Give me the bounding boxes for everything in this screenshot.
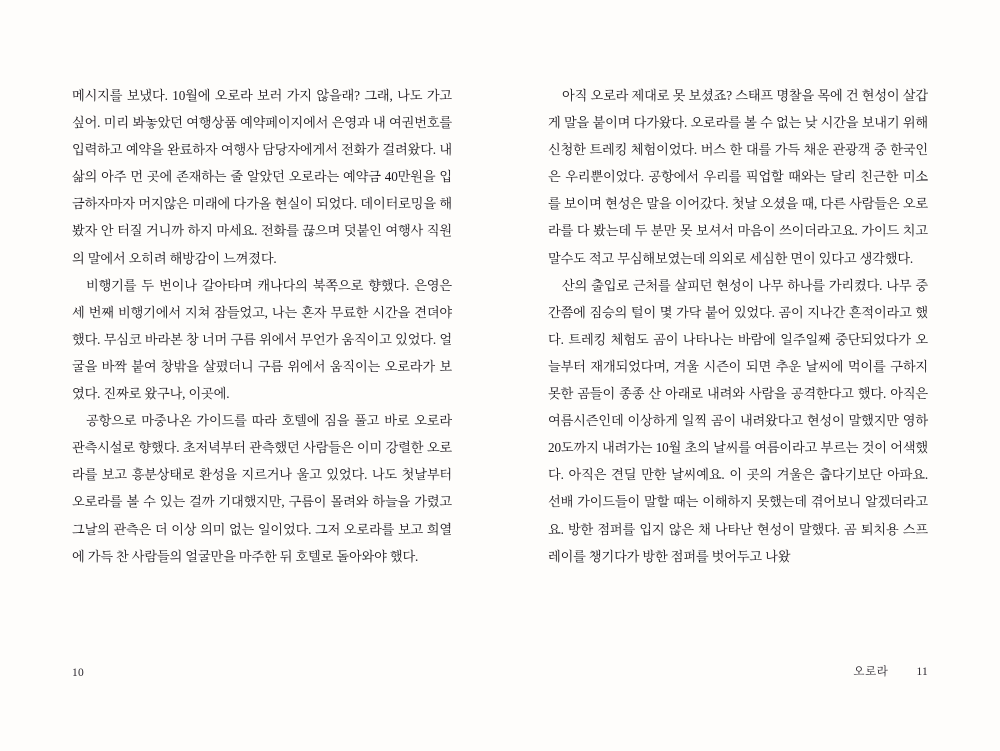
left-page-footer [72,667,84,679]
right-page [500,0,1000,751]
paragraph: 아직 오로라 제대로 못 보셨죠? 스태프 명찰을 목에 건 현성이 살갑게 말을 붙이며 다가왔다. 오로라를 볼 수 없는 낮 시간을 보내기 위해 신청한 트레킹 체험이었다. 버스 한 대를 가득 채운 관광객 중 한국인은 우리뿐이었다. 공항에서 우리를 픽업할 때와는 달리 친근한 미소를 보이며 현성은 말을 이어갔다. 첫날 오셨을 때, 다른 사람들은 오로라를 다 봤는데 두 분만 못 보셔서 마음이 쓰이더라고요. 가이드 치고 말수도 적고 무심해보였는데 의외로 세심한 면이 있다고 생각했다. [548,88,928,266]
chapter-title: 오로라 [853,666,889,678]
paragraph: 비행기를 두 번이나 갈아타며 캐나다의 북쪽으로 향했다. 은영은 세 번째 비행기에서 지쳐 잠들었고, 나는 혼자 무료한 시간을 견뎌야 했다. 무심코 바라본 창 너머 구름 위에서 무언가 움직이고 있었다. 얼굴을 바짝 붙여 창밖을 살폈더니 구름 위에서 움직이는 오로라가 보였다. 진짜로 왔구나, 이곳에. [72,277,452,402]
left-page-body [72,82,452,570]
paragraph: 산의 출입로 근처를 살피던 현성이 나무 하나를 가리켰다. 나무 중간쯤에 짐승의 털이 몇 가닥 붙어 있었다. 곰이 지나간 흔적이라고 했다. 트레킹 체험도 곰이 나타나는 바람에 일주일째 중단되었다가 오늘부터 재개되었다며, 겨울 시즌이 되면 추운 날씨에 먹이를 구하지 못한 곰들이 종종 산 아래로 내려와 사람을 공격한다고 했다. 아직은 여름시즌인데 이상하게 일찍 곰이 내려왔다고 현성이 말했지만 영하 20도까지 내려가는 10월 초의 날씨를 여름이라고 부르는 것이 어색했다. 아직은 견딜 만한 날씨예요. 이 곳의 겨울은 춥다기보단 아파요. 선배 가이드들이 말할 때는 이해하지 못했는데 겪어보니 알겠더라고요. 방한 점퍼를 입지 않은 채 나타난 현성이 말했다. 곰 퇴치용 스프레이를 챙기다가 방한 점퍼를 벗어두고 나왔 [548,277,928,564]
right-page-body [548,82,928,570]
paragraph: 공항으로 마중나온 가이드를 따라 호텔에 짐을 풀고 바로 오로라 관측시설로 향했다. 초저녁부터 관측했던 사람들은 이미 강렬한 오로라를 보고 흥분상태로 환성을 지르거나 울고 있었다. 나도 첫날부터 오로라를 볼 수 있는 걸까 기대했지만, 구름이 몰려와 하늘을 가렸고 그날의 관측은 더 이상 의미 없는 일이었다. 그저 오로라를 보고 희열에 가득 찬 사람들의 얼굴만을 마주한 뒤 호텔로 돌아와야 했다. [72,413,452,564]
right-page-footer [853,663,928,679]
page-number: 11 [916,666,928,678]
page-number: 10 [72,667,84,679]
paragraph: 메시지를 보냈다. 10월에 오로라 보러 가지 않을래? 그래, 나도 가고 싶어. 미리 봐놓았던 여행상품 예약페이지에서 은영과 내 여권번호를 입력하고 예약을 완료하자 여행사 담당자에게서 전화가 걸려왔다. 내 삶의 아주 먼 곳에 존재하는 줄 알았던 오로라는 예약금 40만원을 입금하자마자 머지않은 미래에 다가올 현실이 되었다. 데이터로밍을 해봤자 안 터질 거니까 하지 마세요. 전화를 끊으며 덧붙인 여행사 직원의 말에서 오히려 해방감이 느껴졌다. [72,88,452,266]
